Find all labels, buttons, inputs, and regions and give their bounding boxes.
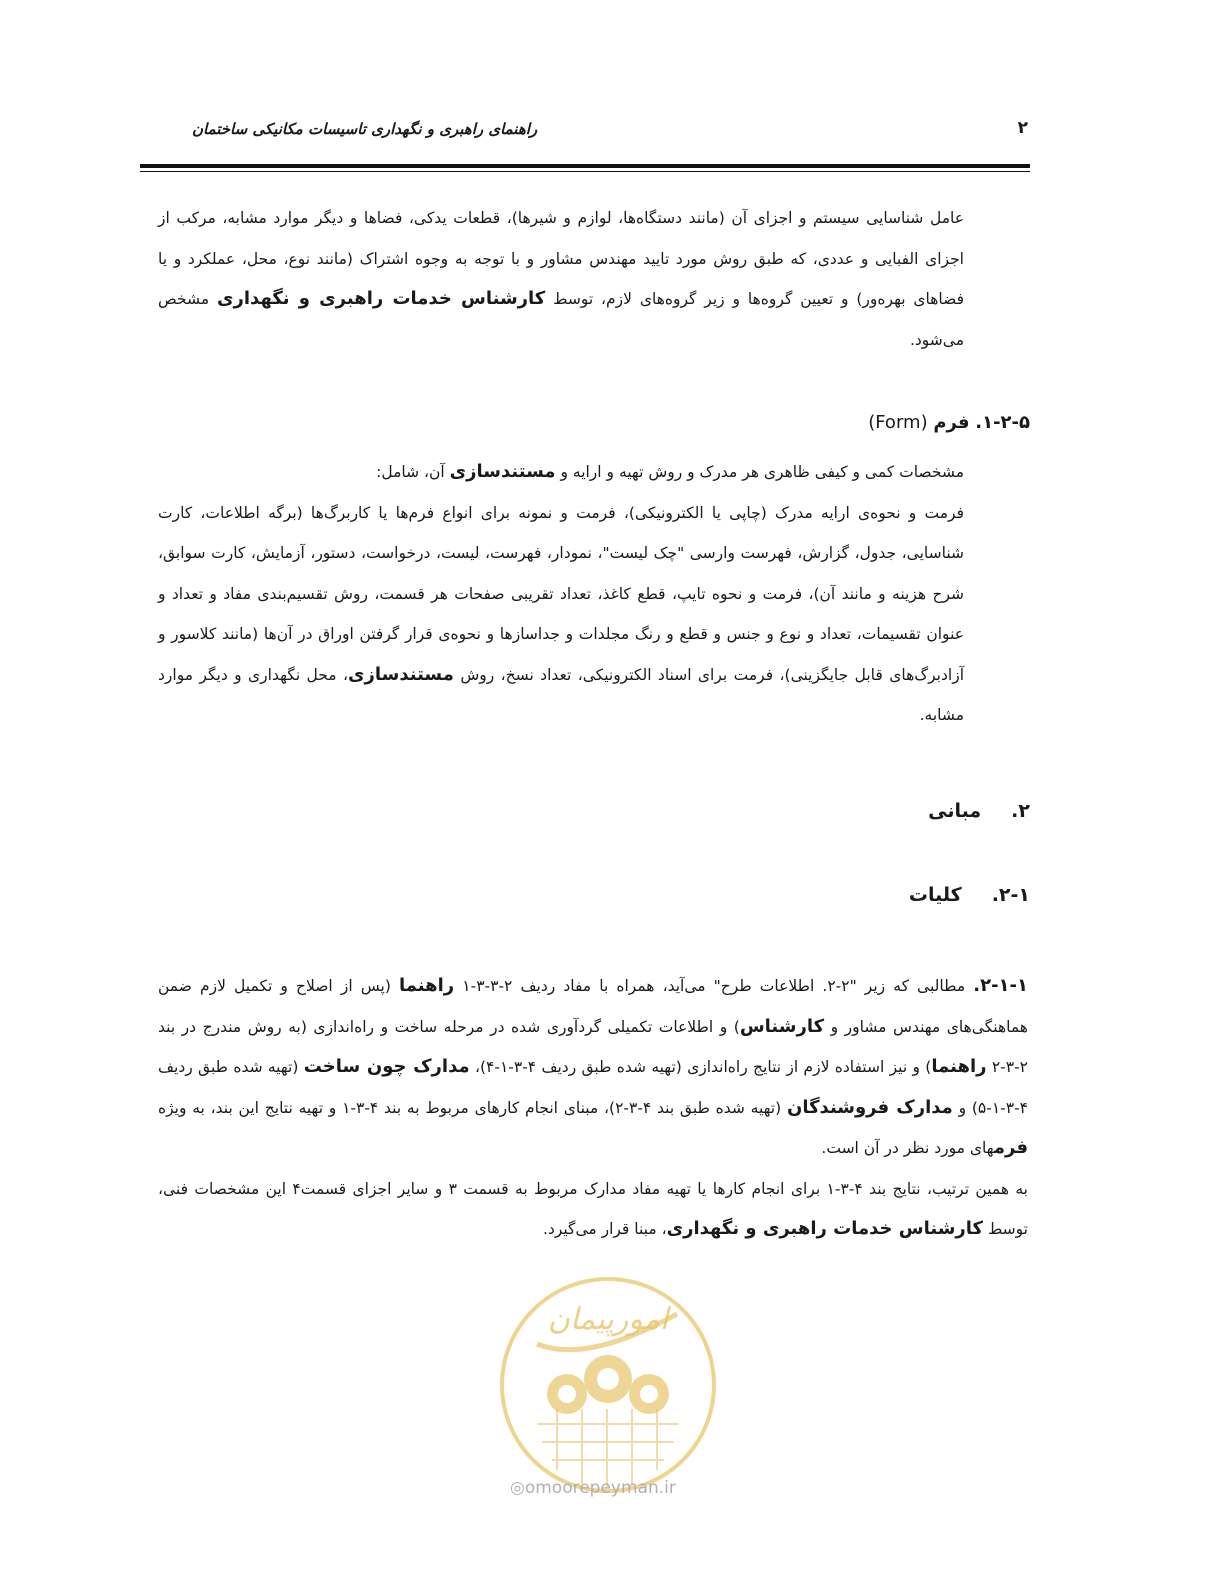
bold-term: کارشناس <box>739 1015 825 1037</box>
text-run: آن، شامل: <box>376 463 445 481</box>
watermark-url: ◎omoorepeyman.ir <box>510 1478 676 1498</box>
section-number: ۲. <box>1011 800 1030 822</box>
section-heading <box>928 800 1030 822</box>
paragraph <box>158 966 1028 1169</box>
paragraph <box>158 198 964 360</box>
header-rule-thin <box>140 171 1030 172</box>
paragraph-identifier <box>158 198 964 360</box>
text-run: های مورد نظر در آن است. <box>821 1139 994 1157</box>
bold-term: مستندسازی <box>449 461 556 482</box>
paragraph <box>158 452 964 493</box>
paragraph-general <box>158 966 1028 1250</box>
section-title: مبانی <box>928 800 982 822</box>
paragraph <box>158 1169 1028 1250</box>
bold-term: مستندسازی <box>348 663 454 685</box>
bold-term: راهنما <box>398 975 455 996</box>
text-run: (تهیه شده طبق ردیف ۴-۳-۱-۵) و <box>158 1058 1028 1117</box>
bold-term: کارشناس خدمات راهبری و نگهداری <box>666 1218 984 1239</box>
bold-term: راهنما <box>931 1056 987 1077</box>
text-run: مشخص می‌شود. <box>158 290 964 349</box>
section-number: ۲-۱. <box>991 884 1030 906</box>
page-header <box>140 114 1030 154</box>
bold-term: فرم <box>993 1137 1028 1158</box>
text-run: (پس از اصلاح و تکمیل لازم ضمن هماهنگی‌های مهندس مشاور و <box>158 977 1028 1036</box>
subsection-heading-form <box>868 412 1030 433</box>
text-run: مشخصات کمی و کیفی ظاهری هر مدرک و روش تهیه و ارایه و <box>560 463 964 481</box>
watermark-logo <box>497 1274 719 1496</box>
paragraph-form <box>158 452 964 736</box>
text-run: (تهیه شده طبق بند ۴-۳-۲)، مبنای انجام کارهای مربوط به بند ۴-۳-۱ و تهیه نتایج این بند، به ویژه <box>158 1098 782 1117</box>
header-rule <box>140 164 1030 168</box>
bold-term: مدارک فروشندگان <box>786 1096 953 1118</box>
heading-english: (Form) <box>868 412 928 433</box>
text-run: ) و اطلاعات تکمیلی گردآوری شده در مرحله ساخت و راه‌اندازی (به روش مندرج در بند ۲-۳-۲ <box>158 1017 1028 1076</box>
watermark-logo-text: امورپیمان <box>547 1302 669 1337</box>
heading-title: فرم <box>933 412 970 433</box>
section-title: کلیات <box>908 884 962 906</box>
text-run: فرمت و نحوه‌ی ارایه مدرک (چاپی یا الکترونیکی)، فرمت و نمونه برای انواع فرم‌ها یا کاربرگ‌ها (برگه اطلاعات، کارت شناسایی، جدول، گزارش، فهرست وارسی "چک لیست"، نمودار، فهرست، لیست، درخواست، دستور، آزمایش، کارت سوابق، شرح هزینه و مانند آن)، فرمت و نحوه تایپ، قطع کاغذ، تعداد تقریبی صفحات هر قسمت، روش تقسیم‌بندی مفاد و تعداد و عنوان تقسیمات، تعداد و نوع و جنس و قطع و رنگ مجلدات و جداسازها و نحوه‌ی قرار گرفتن اوراق در آن‌ها (مانند کلاسور و آزادبرگ‌های قابل جایگزینی)، فرمت برای اسناد الکترونیکی، تعداد نسخ، روش <box>158 503 964 684</box>
bold-term: مدارک چون ساخت <box>303 1056 470 1077</box>
text-run: ، محل نگهداری و دیگر موارد مشابه. <box>158 665 964 724</box>
subsection-heading <box>909 884 1030 906</box>
watermark-url-text: omoorepeyman.ir <box>524 1478 676 1498</box>
text-run: عامل شناسایی سیستم و اجزای آن (مانند دستگاه‌ها، لوازم و شیرها)، قطعات یدکی، فضاها و دیگر موارد مشابه، مرکب از اجزای الفبایی و عددی، که طبق روش مورد تایید مهندس مشاور و با توجه به وجوه اشتراک (مانند نوع، محل، عملکرد و یا فضاهای بهره‌ور) و تعیین گروه‌ها و زیر گروه‌های لازم، توسط <box>158 209 965 308</box>
running-title: راهنمای راهبری و نگهداری تاسیسات مکانیکی ساختمان <box>192 120 538 138</box>
text-run: ) و نیز استفاده لازم از نتایج راه‌اندازی (تهیه شده طبق ردیف ۴-۳-۱-۴)، <box>474 1058 932 1076</box>
text-run: ، مبنا قرار می‌گیرد. <box>543 1220 667 1238</box>
text-run: به همین ترتیب، نتایج بند ۴-۳-۱ برای انجام کارها یا تهیه مفاد مدارک مربوط به قسمت ۳ و سایر اجزای قسمت۴ این مشخصات فنی، توسط <box>158 1179 1028 1238</box>
text-run: مطالبی که زیر "۲-۲. اطلاعات طرح" می‌آید، همراه با مفاد ردیف ۲-۳-۳-۱ <box>462 977 966 995</box>
heading-number: ۱-۲-۵. <box>975 412 1030 433</box>
paragraph <box>158 493 964 736</box>
page-number: ۲ <box>1017 118 1028 138</box>
paragraph-number: ۲-۱-۱. <box>973 975 1028 996</box>
bold-term: کارشناس خدمات راهبری و نگهداری <box>217 288 546 309</box>
